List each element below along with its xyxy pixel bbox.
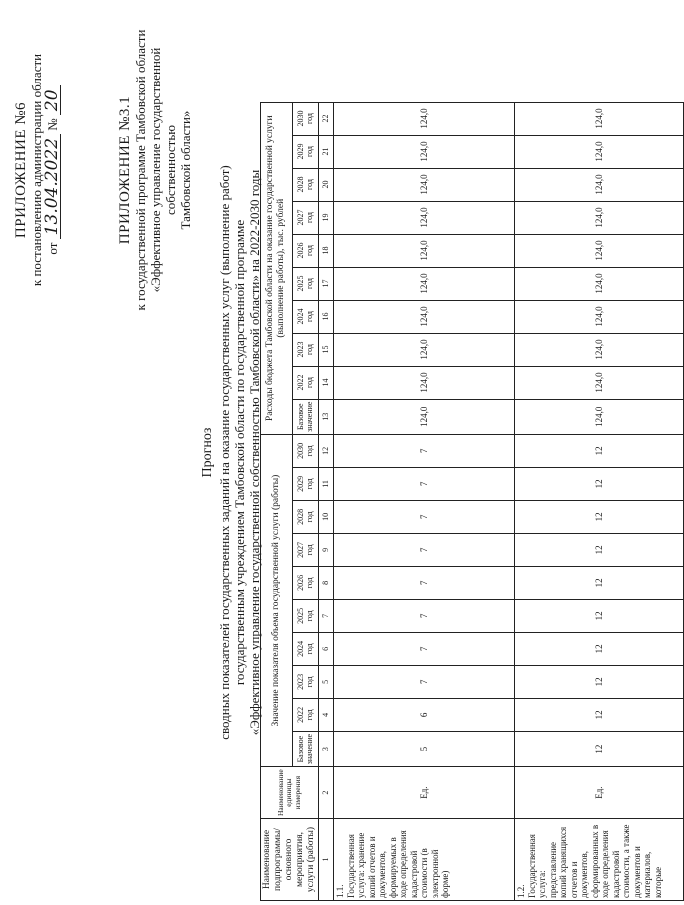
appendix-6-title: ПРИЛОЖЕНИЕ №6 — [13, 101, 29, 239]
header-year: 2025 год — [292, 267, 318, 300]
volume-cell: 7 — [334, 467, 515, 500]
column-number: 8 — [319, 566, 334, 599]
volume-cell: 12 — [515, 698, 684, 731]
expense-cell: 124,0 — [515, 201, 684, 234]
expense-cell: 124,0 — [334, 267, 515, 300]
volume-cell: 7 — [334, 434, 515, 467]
header-year: 2022 год — [292, 698, 318, 731]
header-year: 2022 год — [292, 366, 318, 399]
expense-base-cell: 124,0 — [334, 399, 515, 434]
column-number: 13 — [319, 399, 334, 434]
expense-cell: 124,0 — [515, 366, 684, 399]
expense-cell: 124,0 — [515, 267, 684, 300]
service-name: 1.2. Государственная услуга: представление копий хранящихся отчетов и документов, сформированных в ходе определения кадастровой стоимости, а также документов и материалов, которые — [515, 819, 684, 901]
column-numbers-row — [319, 102, 334, 900]
column-number: 19 — [319, 201, 334, 234]
column-number: 20 — [319, 168, 334, 201]
volume-cell: 12 — [515, 632, 684, 665]
header-base: Базовое значение — [292, 399, 318, 434]
column-number: 6 — [319, 632, 334, 665]
volume-cell: 7 — [334, 665, 515, 698]
volume-cell: 6 — [334, 698, 515, 731]
column-number: 14 — [319, 366, 334, 399]
column-number: 4 — [319, 698, 334, 731]
program-line: Тамбовской области» — [178, 110, 193, 230]
header-year: 2023 год — [292, 333, 318, 366]
expense-cell: 124,0 — [334, 300, 515, 333]
header-year: 2029 год — [292, 135, 318, 168]
volume-cell: 12 — [515, 566, 684, 599]
column-number: 7 — [319, 599, 334, 632]
column-number: 16 — [319, 300, 334, 333]
expense-cell: 124,0 — [334, 102, 515, 135]
program-line: собственностью — [163, 125, 178, 215]
header-unit: Наименование единицы измерения — [261, 767, 319, 819]
title-line: «Эффективное управление государственной собственностью Тамбовской области» на 2022-2030 годы — [247, 169, 262, 736]
expense-cell: 124,0 — [334, 201, 515, 234]
header-volume-group: Значение показателя объема государственной услуги (работы) — [261, 434, 293, 766]
expense-cell: 124,0 — [515, 102, 684, 135]
volume-cell: 12 — [515, 467, 684, 500]
expense-cell: 124,0 — [334, 135, 515, 168]
forecast-table — [260, 102, 684, 901]
expense-base-cell: 124,0 — [515, 399, 684, 434]
program-appendix-block — [118, 10, 193, 330]
title-line: государственным учреждением Тамбовской области по государственной программе — [232, 219, 247, 686]
header-year: 2027 год — [292, 201, 318, 234]
expense-cell: 124,0 — [515, 168, 684, 201]
appendix-3-1-title: ПРИЛОЖЕНИЕ №3.1 — [117, 95, 133, 245]
header-year: 2026 год — [292, 566, 318, 599]
column-number: 1 — [319, 819, 334, 901]
volume-base-cell: 5 — [334, 731, 515, 766]
expense-cell: 124,0 — [334, 168, 515, 201]
from-label: от — [45, 242, 60, 255]
expense-cell: 124,0 — [515, 333, 684, 366]
volume-cell: 12 — [515, 500, 684, 533]
column-number: 3 — [319, 731, 334, 766]
header-expense-group: Расходы бюджета Тамбовской области на оказание государственной услуги (выполнение работы), тыс. рублей — [261, 102, 293, 434]
column-number: 11 — [319, 467, 334, 500]
volume-cell: 7 — [334, 599, 515, 632]
header-year: 2027 год — [292, 533, 318, 566]
unit-cell: Ед. — [334, 767, 515, 819]
table-row — [515, 102, 684, 900]
header-name: Наименование подпрограммы/основного мероприятия, услуги (работы) — [261, 819, 319, 901]
header-year: 2024 год — [292, 300, 318, 333]
table-row — [334, 102, 515, 900]
header-year: 2025 год — [292, 599, 318, 632]
column-number: 17 — [319, 267, 334, 300]
header-year: 2030 год — [292, 102, 318, 135]
unit-cell: Ед. — [515, 767, 684, 819]
title-line: сводных показателей государственных заданий на оказание государственных услуг (выполнение работ) — [217, 165, 232, 740]
column-number: 5 — [319, 665, 334, 698]
expense-cell: 124,0 — [334, 366, 515, 399]
header-year: 2028 год — [292, 168, 318, 201]
column-number: 18 — [319, 234, 334, 267]
number-signature: 20 — [44, 85, 61, 115]
number-label: № — [45, 118, 60, 131]
expense-cell: 124,0 — [515, 300, 684, 333]
header-base: Базовое значение — [292, 731, 318, 766]
header-year: 2029 год — [292, 467, 318, 500]
column-number: 21 — [319, 135, 334, 168]
expense-cell: 124,0 — [515, 135, 684, 168]
service-name: 1.1. Государственная услуга: хранение копий отчетов и документов, формируемых в ходе определения кадастровой стоимости (в электронной форме) — [334, 819, 515, 901]
expense-cell: 124,0 — [334, 234, 515, 267]
volume-cell: 12 — [515, 665, 684, 698]
volume-cell: 7 — [334, 500, 515, 533]
header-year: 2026 год — [292, 234, 318, 267]
header-year: 2024 год — [292, 632, 318, 665]
program-line: к государственной программе Тамбовской области — [133, 29, 148, 311]
column-number: 9 — [319, 533, 334, 566]
column-number: 2 — [319, 767, 334, 819]
header-year: 2023 год — [292, 665, 318, 698]
column-number: 15 — [319, 333, 334, 366]
volume-base-cell: 12 — [515, 731, 684, 766]
title-main: Прогноз — [200, 427, 215, 478]
column-number: 22 — [319, 102, 334, 135]
header-year: 2028 год — [292, 500, 318, 533]
header-year: 2030 год — [292, 434, 318, 467]
decree-date-line — [44, 10, 61, 330]
volume-cell: 7 — [334, 533, 515, 566]
volume-cell: 12 — [515, 599, 684, 632]
date-signature: 13.04.2022 — [44, 134, 61, 239]
decree-appendix-block — [14, 10, 61, 330]
column-number: 12 — [319, 434, 334, 467]
volume-cell: 12 — [515, 434, 684, 467]
program-line: «Эффективное управление государственной — [148, 47, 163, 293]
expense-cell: 124,0 — [334, 333, 515, 366]
column-number: 10 — [319, 500, 334, 533]
document-title — [200, 0, 262, 905]
expense-cell: 124,0 — [515, 234, 684, 267]
volume-cell: 7 — [334, 566, 515, 599]
volume-cell: 7 — [334, 632, 515, 665]
decree-line: к постановлению администрации области — [29, 53, 44, 287]
volume-cell: 12 — [515, 533, 684, 566]
